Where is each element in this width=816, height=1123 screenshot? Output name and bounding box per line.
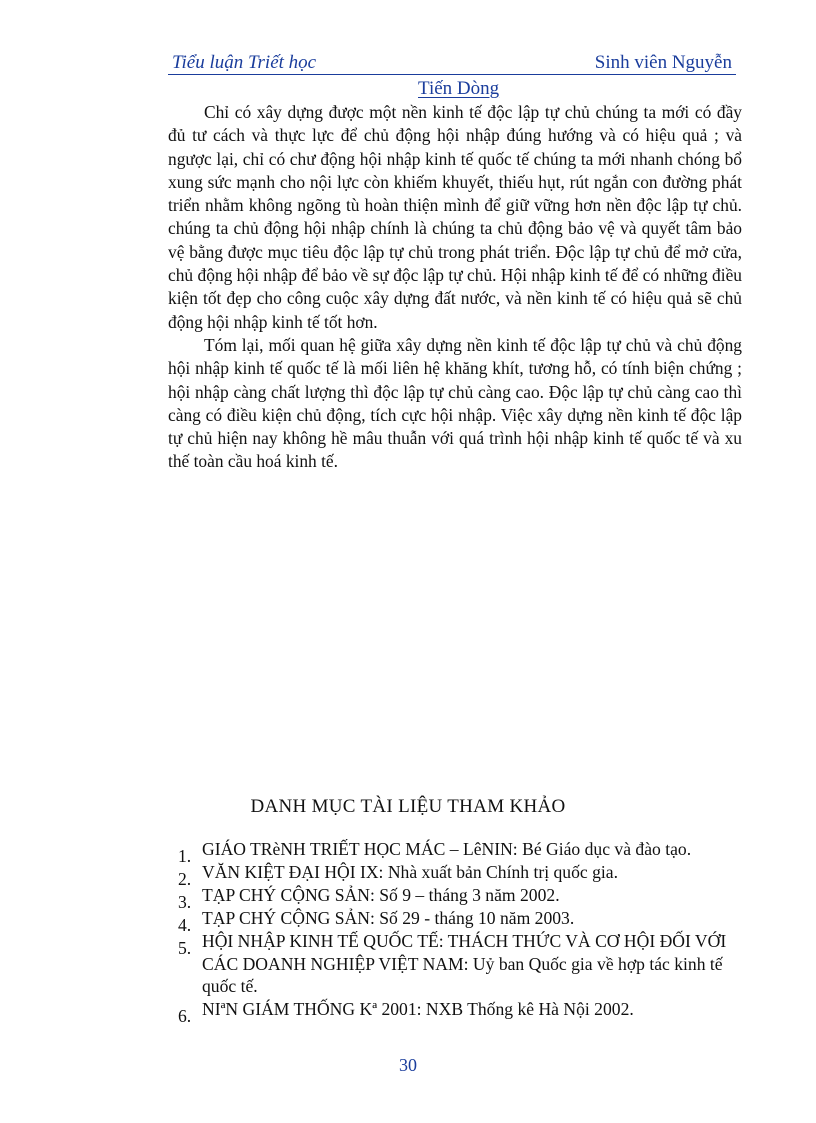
header-student-name: Sinh viên Nguyễn	[594, 52, 732, 73]
reference-number: 1.	[178, 846, 192, 866]
reference-number: 2.	[178, 869, 192, 889]
header-student-name-continued: Tiến Dòng	[418, 78, 500, 99]
reference-item	[168, 907, 758, 935]
body-paragraph: Tóm lại, mối quan hệ giữa xây dựng nền kinh tế độc lập tự chủ và chủ động hội nhập kinh tế quốc tế là mối liên hệ khăng khít, tương hỗ, có tính biện chứng ; hội nhập càng chất lượng thì độc lập tự chủ càng cao. Độc lập tự chủ càng cao thì càng có điều kiện chủ động, tích cực hội nhập. Việc xây dựng nền kinh tế độc lập tự chủ hiện nay không hề mâu thuẫn với quá trình hội nhập kinh tế quốc tế và xu thế toàn cầu hoá kinh tế.	[168, 334, 742, 472]
header-course-title: Tiểu luận Triết học	[172, 52, 317, 73]
reference-number: 3.	[178, 892, 192, 912]
page-header	[168, 52, 736, 75]
reference-item	[168, 838, 758, 866]
body-paragraph: Chỉ có xây dựng được một nền kinh tế độc lập tự chủ chúng ta mới có đầy đủ tư cách và thực lực để chủ động hội nhập đúng hướng và có hiệu quả ; và ngược lại, chỉ có chư động hội nhập kinh tế quốc tế chúng ta mới nhanh chóng bổ xung sức mạnh cho nội lực còn khiếm khuyết, thiếu hụt, rút ngắn con đường phát triển nhằm không ngõng tù hoàn thiện mình để giữ vững hơn nền độc lập tự chủ. chúng ta chủ động hội nhập chính là chúng ta chủ động bảo vệ và quyết tâm bảo vệ bằng được mục tiêu độc lập tự chủ trong phát triển. Độc lập tự chủ để mở cửa, chủ động hội nhập để bảo về sự độc lập tự chủ. Hội nhập kinh tế để có những điều kiện tốt đẹp cho công cuộc xây dựng đất nước, và nền kinh tế có hiệu quả sẽ chủ động hội nhập kinh tế tốt hơn.	[168, 102, 742, 332]
reference-item	[168, 861, 758, 889]
reference-text: VĂN KIỆT ĐẠI HỘI IX: Nhà xuất bản Chính trị quốc gia.	[202, 862, 618, 882]
body-text	[168, 101, 742, 474]
reference-item	[168, 884, 758, 912]
reference-item	[168, 998, 758, 1026]
reference-text: GIÁO TRèNH TRIẾT HỌC MÁC – LêNIN: Bé Giáo dục và đào tạo.	[202, 839, 692, 859]
references-list	[168, 838, 758, 1026]
reference-text: TẠP CHÝ CỘNG SẢN: Số 29 - tháng 10 năm 2003.	[202, 908, 575, 928]
reference-text: TẠP CHÝ CỘNG SẢN: Số 9 – tháng 3 năm 2002.	[202, 885, 560, 905]
references-title: DANH MỤC TÀI LIỆU THAM KHẢO	[250, 796, 566, 817]
reference-item	[168, 930, 758, 998]
reference-number: 6.	[178, 1006, 192, 1026]
reference-number: 4.	[178, 915, 192, 935]
reference-text: NIªN GIÁM THỐNG Kª 2001: NXB Thống kê Hà Nội 2002.	[202, 999, 634, 1019]
reference-text: HỘI NHẬP KINH TẾ QUỐC TẾ: THÁCH THỨC VÀ CƠ HỘI ĐỐI VỚI CÁC DOANH NGHIỆP VIỆT NAM: Uỷ ban Quốc gia về hợp tác kinh tế quốc tế.	[202, 931, 727, 996]
page-number: 30	[399, 1055, 417, 1075]
reference-number: 5.	[178, 938, 192, 958]
